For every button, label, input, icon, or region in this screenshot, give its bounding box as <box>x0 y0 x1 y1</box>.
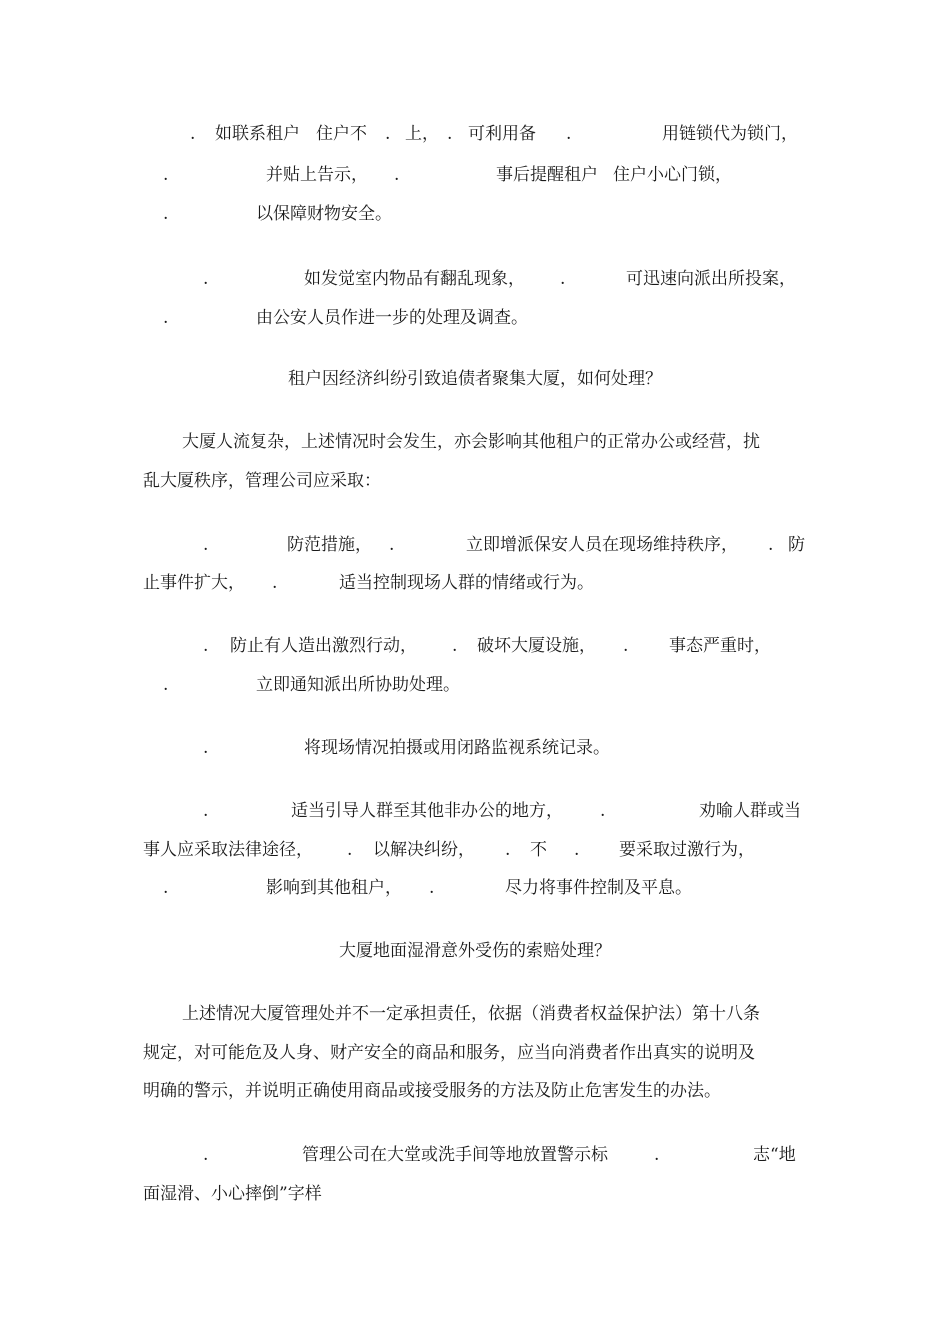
text-fragment: . <box>203 1145 209 1165</box>
text-fragment: 尽力将事件控制及平息。 <box>505 878 692 898</box>
text-fragment: . <box>163 878 169 898</box>
text-fragment: . <box>203 636 209 656</box>
text-fragment: . <box>389 535 395 555</box>
text-fragment: . <box>429 878 435 898</box>
text-fragment: . <box>163 204 169 224</box>
text-fragment: . <box>452 636 458 656</box>
text-fragment: 防 <box>788 535 805 555</box>
text-fragment: . <box>203 801 209 821</box>
text-fragment: . <box>203 535 209 555</box>
text-fragment: . <box>560 269 566 289</box>
text-fragment: 如联系租户 <box>215 124 300 144</box>
text-fragment: . <box>163 308 169 328</box>
text-line: 规定，对可能危及人身、财产安全的商品和服务，应当向消费者作出真实的说明及 <box>143 1043 755 1063</box>
text-fragment: . <box>272 573 278 593</box>
text-fragment: . <box>163 165 169 185</box>
text-fragment: 防止有人造出激烈行动， <box>230 636 417 656</box>
text-fragment: 防范措施， <box>287 535 372 555</box>
text-fragment: . <box>163 675 169 695</box>
text-fragment: 志“地 <box>753 1145 796 1165</box>
text-fragment: 住户不 <box>316 124 367 144</box>
section-heading: 大厦地面湿滑意外受伤的索赔处理？ <box>339 941 611 961</box>
text-fragment: 止事件扩大， <box>143 573 245 593</box>
text-fragment: 住户小心门锁， <box>613 165 732 185</box>
text-fragment: 可迅速向派出所投案， <box>626 269 796 289</box>
text-fragment: . <box>574 840 580 860</box>
text-fragment: 适当控制现场人群的情绪或行为。 <box>339 573 594 593</box>
text-fragment: . <box>385 124 391 144</box>
text-fragment: . <box>768 535 774 555</box>
text-fragment: 并贴上告示， <box>266 165 368 185</box>
text-fragment: . <box>600 801 606 821</box>
text-fragment: 以解决纠纷， <box>373 840 475 860</box>
text-line: 大厦人流复杂，上述情况时会发生，亦会影响其他租户的正常办公或经营，扰 <box>182 432 760 452</box>
text-fragment: 如发觉室内物品有翻乱现象， <box>304 269 525 289</box>
text-fragment: 将现场情况拍摄或用闭路监视系统记录。 <box>304 738 610 758</box>
text-fragment: . <box>447 124 453 144</box>
text-fragment: . <box>203 269 209 289</box>
text-fragment: 立即增派保安人员在现场维持秩序， <box>466 535 738 555</box>
text-fragment: . <box>566 124 572 144</box>
text-fragment: 管理公司在大堂或洗手间等地放置警示标 <box>302 1145 608 1165</box>
text-fragment: 事态严重时， <box>669 636 771 656</box>
text-fragment: 劝喻人群或当 <box>699 801 801 821</box>
text-fragment: 以保障财物安全。 <box>256 204 392 224</box>
text-fragment: . <box>623 636 629 656</box>
text-fragment: . <box>203 738 209 758</box>
text-fragment: 用链锁代为锁门， <box>662 124 798 144</box>
section-heading: 租户因经济纠纷引致追债者聚集大厦，如何处理？ <box>288 369 662 389</box>
text-fragment: 上， <box>405 124 439 144</box>
text-fragment: 不 <box>530 840 547 860</box>
text-fragment: 面湿滑、小心摔倒”字样 <box>143 1184 322 1204</box>
text-fragment: . <box>190 124 196 144</box>
text-fragment: 要采取过激行为， <box>619 840 755 860</box>
text-fragment: 由公安人员作进一步的处理及调查。 <box>256 308 528 328</box>
text-fragment: . <box>394 165 400 185</box>
text-fragment: . <box>347 840 353 860</box>
text-fragment: 事人应采取法律途径， <box>143 840 313 860</box>
text-fragment: . <box>505 840 511 860</box>
text-fragment: 可利用备 <box>468 124 536 144</box>
text-fragment: . <box>654 1145 660 1165</box>
text-fragment: 事后提醒租户 <box>496 165 598 185</box>
text-fragment: 适当引导人群至其他非办公的地方， <box>291 801 563 821</box>
text-line: 上述情况大厦管理处并不一定承担责任，依据（消费者权益保护法）第十八条 <box>182 1004 760 1024</box>
text-line: 乱大厦秩序，管理公司应采取： <box>143 471 381 491</box>
text-line: 明确的警示，并说明正确使用商品或接受服务的方法及防止危害发生的办法。 <box>143 1081 721 1101</box>
text-fragment: 立即通知派出所协助处理。 <box>256 675 460 695</box>
text-fragment: 破坏大厦设施， <box>477 636 596 656</box>
text-fragment: 影响到其他租户， <box>266 878 402 898</box>
